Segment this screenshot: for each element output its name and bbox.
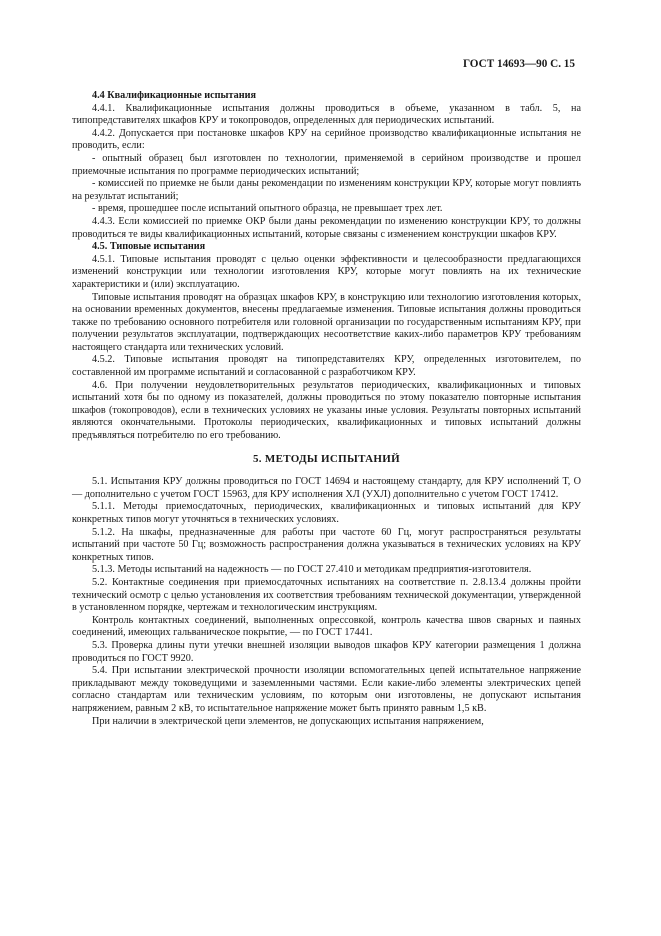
paragraph: При наличии в электрической цепи элементов, не допускающих испытания напряжением, [92, 715, 484, 727]
list-item: - время, прошедшее после испытаний опытного образца, не превышает трех лет. [92, 203, 443, 215]
paragraph: 5.4. При испытании электрической прочности изоляции вспомогательных цепей испытательное напряжение прикладывают между токоведущими и заземленными частями. Если какие-либо элементы электрических цепей согласно стандартам или техническим условиям, по которым они изготовлены, не допускают испытания напряжением, равным 2 кВ, то испытательное напряжение может быть принято равным 1,5 кВ. [72, 665, 581, 714]
list-item: - комиссией по приемке не были даны рекомендации по изменениям конструкции КРУ, которые могут повлиять на результат испытаний; [72, 178, 581, 202]
paragraph: 4.6. При получении неудовлетворительных результатов периодических, квалификационных и типовых испытаний хотя бы по одному из показателей, должны проводиться по этому показателю повторные испытания шкафов (токопроводов), если в технических условиях не указаны иные условия. Результаты повторных испытаний являются окончательными. Протоколы периодических, квалификационных и типовых испытаний должны предъявляться потребителю по его требованию. [72, 379, 581, 442]
subheading: 4.5. Типовые испытания [92, 241, 206, 253]
paragraph: 5.1. Испытания КРУ должны проводиться по ГОСТ 14694 и настоящему стандарту, для КРУ исполнений Т, О — дополнительно с учетом ГОСТ 15963, для КРУ исполнения ХЛ (УХЛ) дополнительно с учетом ГОСТ 17412. [72, 476, 581, 500]
section-title: 5. МЕТОДЫ ИСПЫТАНИЙ [253, 452, 400, 465]
paragraph: 5.3. Проверка длины пути утечки внешней изоляции выводов шкафов КРУ категории размещения 1 должна проводиться по ГОСТ 9920. [72, 639, 581, 664]
list-item: - опытный образец был изготовлен по технологии, применяемой в серийном производстве и прошел приемочные испытания по программе периодических испытаний; [72, 152, 581, 177]
paragraph: 5.2. Контактные соединения при приемосдаточных испытаниях на соответствие п. 2.8.13.4 должны пройти технический осмотр с целью установления их соответствия требованиям технической документации, утвержденной в установленном порядке, чертежам и технологическим инструкциям. [72, 576, 581, 614]
paragraph: 4.5.1. Типовые испытания проводят с целью оценки эффективности и целесообразности предлагающихся изменений конструкции или технологии изготовления КРУ, которые могут повлиять на их технические характеристики и (или) эксплуатацию. [72, 253, 581, 290]
paragraph: 4.4.2. Допускается при постановке шкафов КРУ на серийное производство квалификационные испытания не проводить, если: [72, 127, 581, 152]
paragraph: Контроль контактных соединений, выполненных опрессовкой, контроль качества швов сварных и паяных соединений, имеющих гальваническое покрытие, — по ГОСТ 17441. [72, 614, 581, 639]
paragraph: 5.1.1. Методы приемосдаточных, периодических, квалификационных и типовых испытаний для КРУ конкретных типов могут уточняться в технических условиях. [72, 501, 581, 525]
page-header: ГОСТ 14693—90 С. 15 [462, 58, 575, 70]
paragraph: 4.5.2. Типовые испытания проводят на типопредставителях КРУ, определенных изготовителем, по составленной им программе испытаний и согласованной с разработчиком КРУ. [72, 354, 581, 379]
subheading: 4.4 Квалификационные испытания [92, 90, 256, 101]
paragraph: 4.4.3. Если комиссией по приемке ОКР были даны рекомендации по изменению конструкции КРУ, то должны проводиться те виды квалификационных испытаний, которые связаны с изменением конструкции шкафов КРУ. [72, 215, 581, 240]
paragraph: 4.4.1. Квалификационные испытания должны проводиться в объеме, указанном в табл. 5, на типопредставителях шкафов КРУ и токопроводов, определенных для периодических испытаний. [72, 102, 581, 127]
paragraph: 5.1.2. На шкафы, предназначенные для работы при частоте 60 Гц, могут распространяться результаты испытаний при частоте 50 Гц; возможность распространения должна указываться в технических условиях на КРУ конкретных типов. [72, 526, 581, 563]
paragraph: 5.1.3. Методы испытаний на надежность — по ГОСТ 27.410 и методикам предприятия-изготовителя. [92, 564, 532, 576]
paragraph: Типовые испытания проводят на образцах шкафов КРУ, в конструкцию или технологию изготовления которых, на основании временных документов, внесены предлагаемые изменения. Типовые испытания должны проводиться также по требованию основного потребителя или головной организации по государственным испытаниям КРУ, при получении результатов эксплуатации, подтверждающих несоответствие каких-либо параметров КРУ требованиям настоящего стандарта или технических условий. [72, 291, 581, 353]
page-content [72, 90, 581, 728]
